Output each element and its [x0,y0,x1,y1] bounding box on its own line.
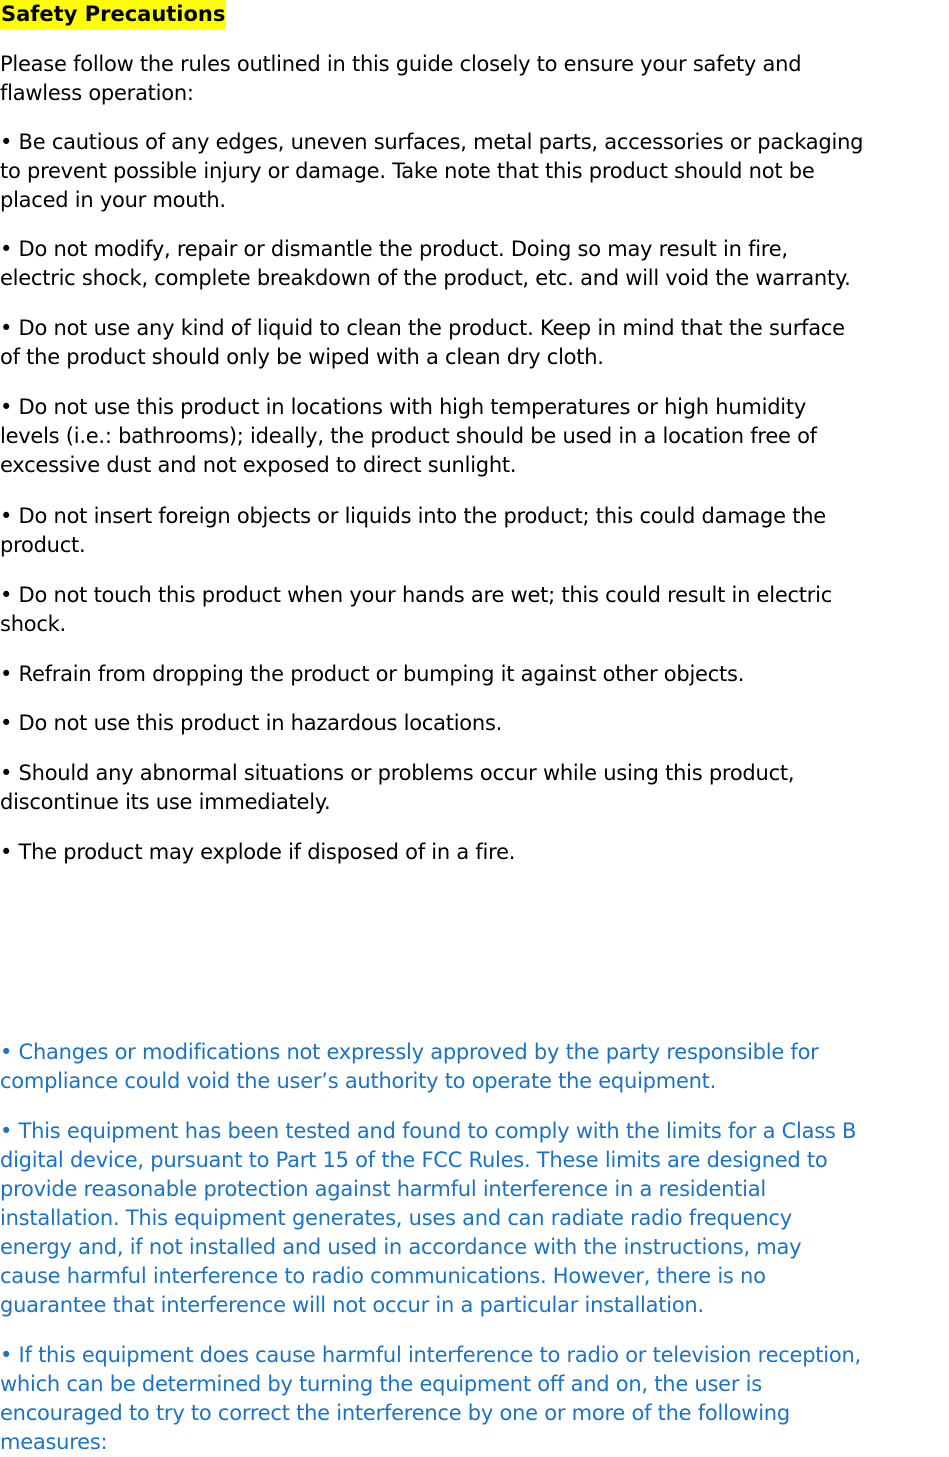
intro-line: flawless operation: [0,81,194,105]
bullet-line: • Be cautious of any edges, uneven surfaces, metal parts, accessories or packaging [0,130,864,154]
bullet-line: excessive dust and not exposed to direct sunlight. [0,453,517,477]
fcc-line: energy and, if not installed and used in accordance with the instructions, may [0,1235,802,1259]
fcc-line: compliance could void the user’s authority to operate the equipment. [0,1069,717,1093]
fcc-notice [0,1038,949,1096]
safety-bullet [0,393,949,480]
section-title: Safety Precautions [0,0,226,29]
fcc-notice [0,1117,949,1320]
bullet-line: of the product should only be wiped with a clean dry cloth. [0,345,604,369]
bullet-line: discontinue its use immediately. [0,790,331,814]
fcc-line: guarantee that interference will not occur in a particular installation. [0,1293,704,1317]
bullet-line: • Do not use this product in hazardous locations. [0,711,503,735]
bullet-line: shock. [0,612,66,636]
fcc-notice [0,1341,949,1457]
safety-bullet [0,660,949,689]
fcc-line: measures: [0,1430,108,1454]
bullet-line: • Refrain from dropping the product or bumping it against other objects. [0,662,745,686]
safety-bullet [0,759,949,817]
intro-paragraph [0,50,949,108]
bullet-line: • Do not modify, repair or dismantle the product. Doing so may result in fire, [0,237,788,261]
bullet-line: • Should any abnormal situations or problems occur while using this product, [0,761,795,785]
fcc-line: digital device, pursuant to Part 15 of the FCC Rules. These limits are designed to [0,1148,828,1172]
bullet-line: • Do not touch this product when your hands are wet; this could result in electric [0,583,833,607]
intro-line: Please follow the rules outlined in this guide closely to ensure your safety and [0,52,802,76]
fcc-line: which can be determined by turning the equipment off and on, the user is [0,1372,762,1396]
bullet-line: placed in your mouth. [0,188,226,212]
bullet-line: • Do not use this product in locations with high temperatures or high humidity [0,395,807,419]
fcc-line: • This equipment has been tested and found to comply with the limits for a Class B [0,1119,857,1143]
fcc-line: cause harmful interference to radio communications. However, there is no [0,1264,766,1288]
safety-bullet [0,581,949,639]
safety-bullet [0,314,949,372]
fcc-line: • Changes or modifications not expressly approved by the party responsible for [0,1040,819,1064]
safety-bullet [0,709,949,738]
bullet-line: • The product may explode if disposed of in a fire. [0,840,516,864]
bullet-line: levels (i.e.: bathrooms); ideally, the product should be used in a location free of [0,424,817,448]
bullet-line: product. [0,533,86,557]
bullet-line: • Do not insert foreign objects or liquids into the product; this could damage the [0,504,826,528]
fcc-line: installation. This equipment generates, uses and can radiate radio frequency [0,1206,792,1230]
bullet-line: electric shock, complete breakdown of the product, etc. and will void the warranty. [0,266,851,290]
fcc-line: encouraged to try to correct the interference by one or more of the following [0,1401,790,1425]
safety-bullet [0,128,949,215]
section-title-line [0,0,226,29]
fcc-line: provide reasonable protection against harmful interference in a residential [0,1177,766,1201]
safety-bullet [0,502,949,560]
fcc-line: • If this equipment does cause harmful interference to radio or television reception, [0,1343,861,1367]
bullet-line: • Do not use any kind of liquid to clean the product. Keep in mind that the surface [0,316,845,340]
safety-bullet [0,838,949,867]
safety-bullet [0,235,949,293]
bullet-line: to prevent possible injury or damage. Take note that this product should not be [0,159,815,183]
